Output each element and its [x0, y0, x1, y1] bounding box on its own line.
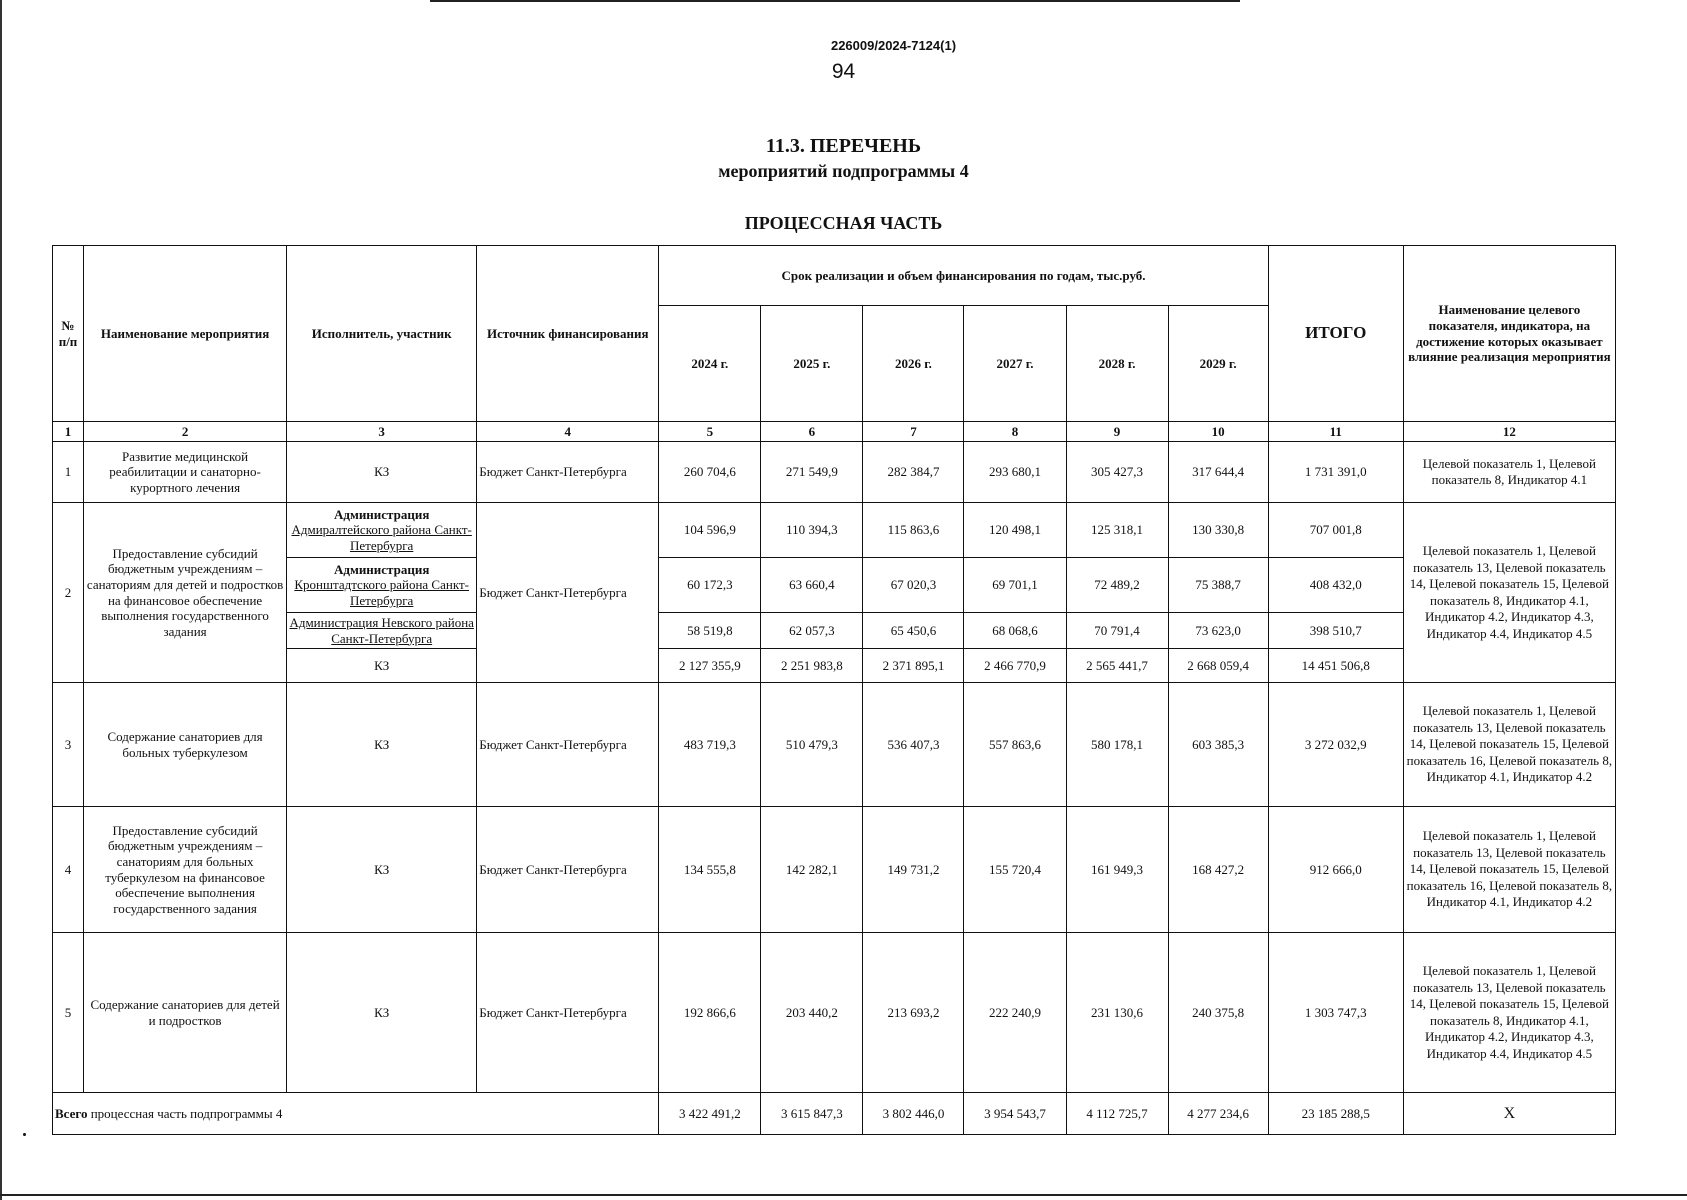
row-indicators: Целевой показатель 1, Целевой показатель 13, Целевой показатель 14, Целевой показатель 15, Целевой показатель 16, Целевой показатель 8, Индикатор 4.1, Индикатор 4.2 — [1403, 683, 1615, 807]
top-rule — [430, 0, 1240, 2]
row-executor: КЗ — [287, 649, 477, 683]
row-value: 110 394,3 — [761, 503, 863, 558]
row-value: 161 949,3 — [1066, 807, 1168, 933]
row-value: 67 020,3 — [863, 558, 964, 613]
row-total: 1 303 747,3 — [1268, 933, 1403, 1093]
row-value: 130 330,8 — [1168, 503, 1268, 558]
summary-value: 3 615 847,3 — [761, 1093, 863, 1135]
row-value: 282 384,7 — [863, 442, 964, 503]
row-total: 14 451 506,8 — [1268, 649, 1403, 683]
header-year: 2029 г. — [1168, 306, 1268, 422]
column-index: 6 — [761, 422, 863, 442]
row-value: 120 498,1 — [964, 503, 1066, 558]
row-value: 155 720,4 — [964, 807, 1066, 933]
header-source: Источник финансирования — [477, 246, 659, 422]
header-year: 2027 г. — [964, 306, 1066, 422]
row-value: 142 282,1 — [761, 807, 863, 933]
header-year: 2024 г. — [659, 306, 761, 422]
row-indicators: Целевой показатель 1, Целевой показатель 13, Целевой показатель 14, Целевой показатель 15, Целевой показатель 16, Целевой показатель 8, Индикатор 4.1, Индикатор 4.2 — [1403, 807, 1615, 933]
summary-value: 4 277 234,6 — [1168, 1093, 1268, 1135]
row-value: 72 489,2 — [1066, 558, 1168, 613]
row-value: 203 440,2 — [761, 933, 863, 1093]
row-value: 62 057,3 — [761, 613, 863, 649]
row-value: 213 693,2 — [863, 933, 964, 1093]
header-num: № п/п — [53, 246, 84, 422]
page-title: 11.3. ПЕРЕЧЕНЬ — [765, 135, 922, 157]
summary-value: 3 954 543,7 — [964, 1093, 1066, 1135]
header-year: 2025 г. — [761, 306, 863, 422]
row-source: Бюджет Санкт-Петербурга — [477, 807, 659, 933]
column-index: 1 — [53, 422, 84, 442]
summary-value: 3 802 446,0 — [863, 1093, 964, 1135]
row-value: 580 178,1 — [1066, 683, 1168, 807]
column-index: 10 — [1168, 422, 1268, 442]
table-row — [53, 683, 1616, 807]
row-value: 557 863,6 — [964, 683, 1066, 807]
column-index: 4 — [477, 422, 659, 442]
bottom-rule — [0, 1194, 1687, 1196]
row-name: Содержание санаториев для больных туберкулезом — [84, 683, 287, 807]
summary-indicator: Х — [1403, 1093, 1615, 1135]
table-row — [53, 503, 1616, 558]
column-index: 12 — [1403, 422, 1615, 442]
activities-table — [52, 245, 1616, 1135]
page-subtitle: мероприятий подпрограммы 4 — [718, 161, 969, 181]
row-value: 60 172,3 — [659, 558, 761, 613]
row-value: 63 660,4 — [761, 558, 863, 613]
row-value: 483 719,3 — [659, 683, 761, 807]
row-source: Бюджет Санкт-Петербурга — [477, 683, 659, 807]
table-row — [53, 613, 1616, 649]
header-year: 2028 г. — [1066, 306, 1168, 422]
row-executor — [287, 613, 477, 649]
header-total: ИТОГО — [1268, 246, 1403, 422]
summary-label — [53, 1093, 659, 1135]
row-num: 1 — [53, 442, 84, 503]
margin-dot — [23, 1133, 26, 1136]
row-value: 305 427,3 — [1066, 442, 1168, 503]
row-indicators: Целевой показатель 1, Целевой показатель 8, Индикатор 4.1 — [1403, 442, 1615, 503]
row-indicators: Целевой показатель 1, Целевой показатель 13, Целевой показатель 14, Целевой показатель 15, Целевой показатель 8, Индикатор 4.1, Индикатор 4.2, Индикатор 4.3, Индикатор 4.4, Индикатор 4.5 — [1403, 503, 1615, 683]
row-value: 317 644,4 — [1168, 442, 1268, 503]
row-name: Предоставление субсидий бюджетным учреждениям – санаториям для детей и подростков на финансовое обеспечение выполнения государственного задания — [84, 503, 287, 683]
row-executor: КЗ — [287, 933, 477, 1093]
summary-total: 23 185 288,5 — [1268, 1093, 1403, 1135]
row-value: 115 863,6 — [863, 503, 964, 558]
row-value: 271 549,9 — [761, 442, 863, 503]
row-num: 3 — [53, 683, 84, 807]
row-value: 2 565 441,7 — [1066, 649, 1168, 683]
row-value: 222 240,9 — [964, 933, 1066, 1093]
row-total: 707 001,8 — [1268, 503, 1403, 558]
row-value: 134 555,8 — [659, 807, 761, 933]
row-value: 2 668 059,4 — [1168, 649, 1268, 683]
row-executor: КЗ — [287, 807, 477, 933]
header-period: Срок реализации и объем финансирования по годам, тыс.руб. — [659, 246, 1268, 306]
table-row — [53, 649, 1616, 683]
row-value: 65 450,6 — [863, 613, 964, 649]
row-value: 104 596,9 — [659, 503, 761, 558]
document-number: 226009/2024-7124(1) — [830, 38, 957, 53]
column-index: 7 — [863, 422, 964, 442]
row-num: 2 — [53, 503, 84, 683]
row-total: 408 432,0 — [1268, 558, 1403, 613]
header-indicator: Наименование целевого показателя, индикатора, на достижение которых оказывает влияние реализация мероприятия — [1403, 246, 1615, 422]
executor-detail: Адмиралтейского района Санкт-Петербурга — [291, 522, 472, 553]
row-indicators: Целевой показатель 1, Целевой показатель 13, Целевой показатель 14, Целевой показатель 15, Целевой показатель 8, Индикатор 4.1, Индикатор 4.2, Индикатор 4.3, Индикатор 4.4, Индикатор 4.5 — [1403, 933, 1615, 1093]
column-index: 2 — [84, 422, 287, 442]
column-index: 8 — [964, 422, 1066, 442]
row-value: 2 127 355,9 — [659, 649, 761, 683]
header-year: 2026 г. — [863, 306, 964, 422]
row-value: 293 680,1 — [964, 442, 1066, 503]
row-executor — [287, 558, 477, 613]
row-source: Бюджет Санкт-Петербурга — [477, 442, 659, 503]
page-number: 94 — [831, 60, 856, 83]
section-title: ПРОЦЕССНАЯ ЧАСТЬ — [744, 213, 943, 233]
executor-detail: Кронштадтского района Санкт-Петербурга — [294, 577, 469, 608]
row-executor: КЗ — [287, 683, 477, 807]
row-value: 603 385,3 — [1168, 683, 1268, 807]
row-value: 73 623,0 — [1168, 613, 1268, 649]
row-value: 192 866,6 — [659, 933, 761, 1093]
row-value: 2 251 983,8 — [761, 649, 863, 683]
table-row — [53, 442, 1616, 503]
row-name: Развитие медицинской реабилитации и санаторно-курортного лечения — [84, 442, 287, 503]
row-value: 231 130,6 — [1066, 933, 1168, 1093]
executor-head: Администрация — [334, 506, 430, 522]
row-num: 5 — [53, 933, 84, 1093]
row-executor: КЗ — [287, 442, 477, 503]
summary-value: 3 422 491,2 — [659, 1093, 761, 1135]
summary-value: 4 112 725,7 — [1066, 1093, 1168, 1135]
row-total: 398 510,7 — [1268, 613, 1403, 649]
summary-label-bold: Всего — [55, 1105, 88, 1121]
column-index: 11 — [1268, 422, 1403, 442]
row-source: Бюджет Санкт-Петербурга — [477, 933, 659, 1093]
header-name: Наименование мероприятия — [84, 246, 287, 422]
row-value: 168 427,2 — [1168, 807, 1268, 933]
row-value: 510 479,3 — [761, 683, 863, 807]
table-row — [53, 933, 1616, 1093]
executor-detail: Администрация Невского района Санкт-Петербурга — [289, 614, 474, 646]
column-index: 3 — [287, 422, 477, 442]
row-value: 149 731,2 — [863, 807, 964, 933]
row-value: 69 701,1 — [964, 558, 1066, 613]
row-value: 2 466 770,9 — [964, 649, 1066, 683]
row-value: 68 068,6 — [964, 613, 1066, 649]
summary-label-text: процессная часть подпрограммы 4 — [87, 1105, 283, 1121]
table-row — [53, 558, 1616, 613]
row-name: Предоставление субсидий бюджетным учреждениям – санаториям для больных туберкулезом на финансовое обеспечение выполнения государственного задания — [84, 807, 287, 933]
summary-row — [53, 1093, 1616, 1135]
row-executor — [287, 503, 477, 558]
row-source: Бюджет Санкт-Петербурга — [477, 503, 659, 683]
column-index-row — [53, 422, 1616, 442]
column-index: 9 — [1066, 422, 1168, 442]
row-value: 240 375,8 — [1168, 933, 1268, 1093]
row-total: 1 731 391,0 — [1268, 442, 1403, 503]
table-row — [53, 807, 1616, 933]
row-total: 912 666,0 — [1268, 807, 1403, 933]
row-value: 58 519,8 — [659, 613, 761, 649]
header-row — [53, 246, 1616, 306]
row-num: 4 — [53, 807, 84, 933]
row-value: 75 388,7 — [1168, 558, 1268, 613]
row-value: 536 407,3 — [863, 683, 964, 807]
row-value: 125 318,1 — [1066, 503, 1168, 558]
row-value: 260 704,6 — [659, 442, 761, 503]
row-value: 2 371 895,1 — [863, 649, 964, 683]
row-total: 3 272 032,9 — [1268, 683, 1403, 807]
column-index: 5 — [659, 422, 761, 442]
row-name: Содержание санаториев для детей и подростков — [84, 933, 287, 1093]
row-value: 70 791,4 — [1066, 613, 1168, 649]
header-executor: Исполнитель, участник — [287, 246, 477, 422]
executor-head: Администрация — [334, 561, 430, 577]
